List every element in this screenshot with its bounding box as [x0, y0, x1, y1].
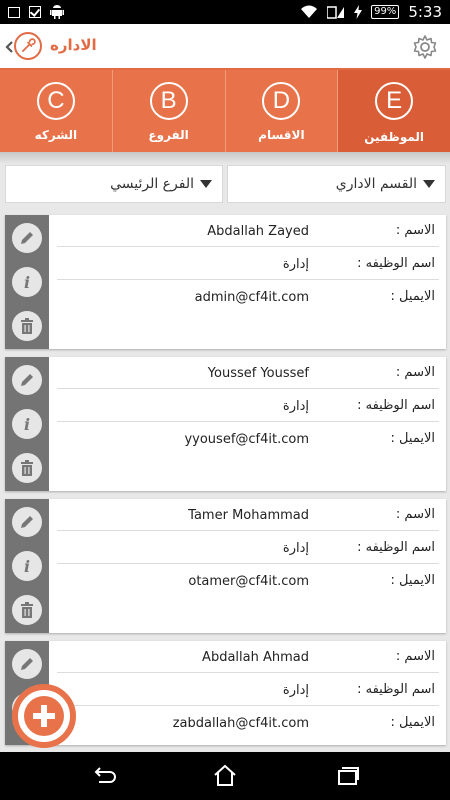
employee-name: Youssef Youssef	[207, 366, 309, 381]
tab-departments-label: الاقسام	[258, 128, 305, 142]
info-icon: i	[23, 556, 31, 576]
name-label: الاسم :	[395, 223, 435, 238]
name-row	[57, 215, 439, 247]
branch-dropdown[interactable]	[5, 165, 223, 203]
card-actions	[5, 215, 49, 349]
job-row	[57, 248, 439, 280]
info-button[interactable]	[12, 409, 42, 439]
employee-email: zabdallah@cf4it.com	[172, 716, 309, 731]
employee-job: إدارة	[282, 683, 309, 698]
tab-employees-badge: E	[375, 82, 413, 120]
wifi-icon	[300, 5, 318, 19]
email-row	[57, 707, 439, 739]
job-row	[57, 390, 439, 422]
add-employee-button[interactable]	[12, 684, 76, 748]
notification-image-icon	[8, 7, 20, 18]
employee-name: Tamer Mohammad	[188, 508, 309, 523]
job-label: اسم الوظيفه :	[357, 256, 435, 271]
email-label: الايميل :	[390, 715, 435, 730]
card-actions	[5, 357, 49, 491]
battery-percentage: 99%	[371, 5, 399, 19]
edit-button[interactable]	[12, 507, 42, 537]
trash-icon	[20, 460, 34, 476]
employee-card	[5, 215, 446, 349]
email-label: الايميل :	[390, 289, 435, 304]
branch-dropdown-value: الفرع الرئيسي	[110, 176, 194, 192]
employee-email: yyousef@cf4it.com	[184, 432, 309, 447]
tabs-shadow	[0, 152, 450, 164]
email-row	[57, 281, 439, 313]
delete-button[interactable]	[12, 311, 42, 341]
name-row	[57, 357, 439, 389]
caret-down-icon	[423, 180, 435, 188]
name-label: الاسم :	[395, 365, 435, 380]
name-label: الاسم :	[395, 507, 435, 522]
info-icon: i	[23, 272, 31, 292]
edit-button[interactable]	[12, 223, 42, 253]
delete-button[interactable]	[12, 453, 42, 483]
job-label: اسم الوظيفه :	[357, 398, 435, 413]
info-icon: i	[23, 414, 31, 434]
caret-down-icon	[200, 180, 212, 188]
tab-company-badge: C	[37, 82, 75, 120]
employee-name: Abdallah Ahmad	[202, 650, 309, 665]
edit-button[interactable]	[12, 649, 42, 679]
pencil-icon	[19, 372, 35, 388]
system-nav-bar	[0, 752, 450, 800]
employee-email: admin@cf4it.com	[194, 290, 309, 305]
tab-branches-badge: B	[150, 82, 188, 120]
employee-job: إدارة	[282, 257, 309, 272]
app-logo-icon[interactable]	[14, 32, 42, 60]
android-icon	[50, 4, 64, 20]
edit-button[interactable]	[12, 365, 42, 395]
pencil-icon	[19, 514, 35, 530]
status-bar	[0, 0, 450, 24]
job-label: اسم الوظيفه :	[357, 540, 435, 555]
email-label: الايميل :	[390, 573, 435, 588]
tab-employees-label: الموظفين	[364, 130, 425, 144]
name-row	[57, 641, 439, 673]
name-row	[57, 499, 439, 531]
section-tabs	[0, 70, 450, 152]
status-right	[300, 3, 442, 21]
tab-employees[interactable]	[338, 70, 450, 152]
job-row	[57, 532, 439, 564]
tab-company-label: الشركه	[34, 128, 78, 142]
job-label: اسم الوظيفه :	[357, 682, 435, 697]
info-button[interactable]	[12, 267, 42, 297]
app-bar	[0, 24, 450, 70]
tab-departments-badge: D	[262, 82, 300, 120]
employee-job: إدارة	[282, 399, 309, 414]
employee-card	[5, 499, 446, 633]
pencil-icon	[19, 656, 35, 672]
clock: 5:33	[408, 3, 442, 21]
employee-name: Abdallah Zayed	[207, 224, 309, 239]
nav-back-icon[interactable]	[90, 763, 116, 789]
delete-button[interactable]	[12, 595, 42, 625]
employee-job: إدارة	[282, 541, 309, 556]
tab-departments[interactable]	[226, 70, 339, 152]
email-label: الايميل :	[390, 431, 435, 446]
gear-icon[interactable]	[412, 34, 438, 60]
tab-branches[interactable]	[113, 70, 226, 152]
trash-icon	[20, 318, 34, 334]
tab-company[interactable]	[0, 70, 113, 152]
employee-email: otamer@cf4it.com	[188, 574, 309, 589]
email-row	[57, 565, 439, 597]
signal-icon	[327, 5, 345, 19]
job-row	[57, 674, 439, 706]
nav-recent-apps-icon[interactable]	[334, 763, 360, 789]
info-button[interactable]	[12, 551, 42, 581]
notification-check-icon	[29, 6, 41, 18]
name-label: الاسم :	[395, 649, 435, 664]
card-actions	[5, 499, 49, 633]
charging-icon	[354, 5, 362, 19]
email-row	[57, 423, 439, 455]
app-title: الاداره	[50, 36, 97, 54]
status-left	[8, 4, 64, 20]
department-dropdown-value: القسم الاداري	[335, 176, 417, 192]
plus-icon	[24, 696, 64, 736]
tab-branches-label: الفروع	[148, 128, 189, 142]
trash-icon	[20, 602, 34, 618]
department-dropdown[interactable]	[227, 165, 446, 203]
employee-card	[5, 357, 446, 491]
nav-home-icon[interactable]	[212, 763, 238, 789]
pencil-icon	[19, 230, 35, 246]
